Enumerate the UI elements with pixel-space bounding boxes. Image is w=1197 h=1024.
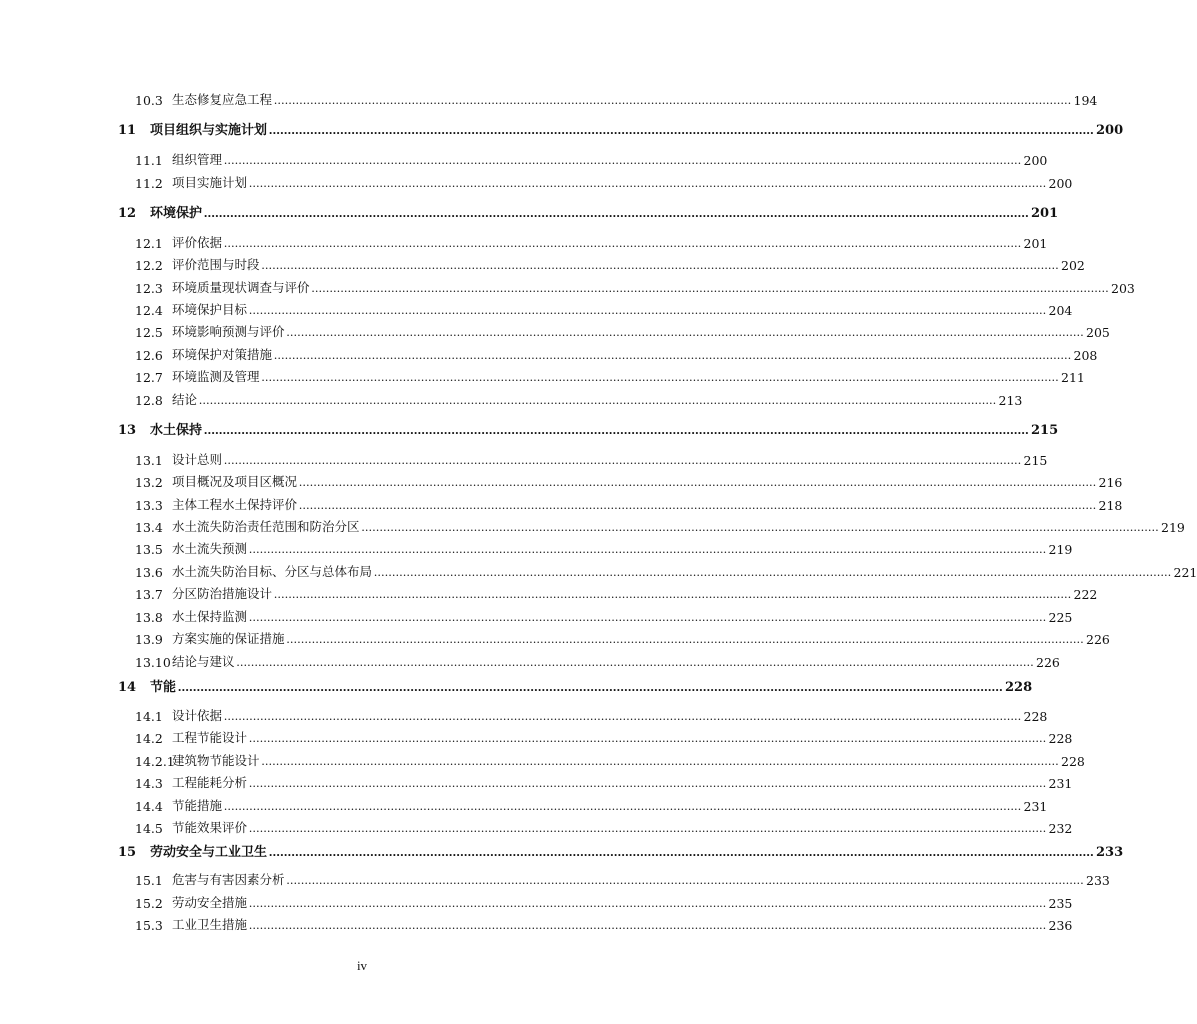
toc-dot-leader: ............................................................................................................................................................................................................................ — [249, 610, 1047, 624]
toc-entry-number: 14.5 — [135, 821, 163, 836]
toc-dot-leader: ............................................................................................................................................................................................................................ — [224, 236, 1022, 250]
toc-subsection-entry[interactable] — [135, 388, 1023, 408]
toc-entry-number: 13.10 — [135, 655, 171, 670]
toc-subsection-entry[interactable] — [135, 148, 1048, 168]
toc-entry-title: 环境保护目标 — [172, 302, 248, 317]
toc-entry-page: 226 — [1036, 655, 1060, 670]
toc-entry-title: 水土保持监测 — [172, 609, 248, 624]
toc-entry-page: 215 — [1023, 453, 1048, 468]
toc-entry-page: 228 — [1048, 731, 1073, 746]
toc-subsection-entry[interactable] — [135, 816, 1073, 836]
toc-dot-leader: ............................................................................................................................................................................................................................ — [261, 754, 1060, 768]
toc-entry-page: 201 — [1023, 236, 1048, 251]
toc-dot-leader: ............................................................................................................................................................................................................................ — [224, 153, 1022, 167]
toc-dot-leader: ............................................................................................................................................................................................................................ — [236, 655, 1035, 669]
toc-dot-leader: ............................................................................................................................................................................................................................ — [249, 918, 1047, 932]
toc-entry-title: 节能 — [150, 680, 177, 695]
toc-dot-leader: ............................................................................................................................................................................................................................ — [286, 632, 1085, 646]
toc-entry-page: 203 — [1111, 281, 1135, 296]
toc-subsection-entry[interactable] — [135, 868, 1110, 888]
toc-entry-number: 11 — [118, 123, 137, 138]
toc-dot-leader: ............................................................................................................................................................................................................................ — [374, 565, 1172, 579]
toc-entry-page: 233 — [1086, 873, 1110, 888]
toc-subsection-entry[interactable] — [135, 560, 1197, 580]
toc-entry-page: 228 — [1061, 754, 1085, 769]
toc-entry-number: 13.1 — [135, 453, 163, 468]
toc-subsection-entry[interactable] — [135, 794, 1048, 814]
toc-entry-page: 200 — [1048, 176, 1073, 191]
toc-dot-leader: ............................................................................................................................................................................................................................ — [249, 176, 1047, 190]
toc-entry-title: 设计依据 — [172, 708, 223, 723]
toc-entry-title: 项目实施计划 — [172, 175, 248, 190]
toc-entry-title: 环境保护对策措施 — [172, 347, 273, 362]
toc-entry-page: 219 — [1161, 520, 1185, 535]
toc-dot-leader: ............................................................................................................................................................................................................................ — [361, 520, 1160, 534]
toc-entry-title: 结论 — [172, 392, 198, 407]
toc-entry-number: 13.9 — [135, 632, 163, 647]
toc-subsection-entry[interactable] — [135, 515, 1185, 535]
toc-entry-page: 204 — [1048, 303, 1073, 318]
toc-dot-leader: ............................................................................................................................................................................................................................ — [261, 370, 1060, 384]
toc-subsection-entry[interactable] — [135, 913, 1073, 933]
toc-entry-title: 水土流失预测 — [172, 541, 248, 556]
toc-subsection-entry[interactable] — [135, 771, 1073, 791]
toc-entry-title: 工业卫生措施 — [172, 917, 248, 932]
toc-section-entry[interactable] — [118, 118, 1124, 138]
toc-entry-number: 10.3 — [135, 93, 163, 108]
toc-entry-title: 生态修复应急工程 — [172, 92, 273, 107]
toc-subsection-entry[interactable] — [135, 605, 1073, 625]
toc-entry-number: 12.2 — [135, 258, 163, 273]
toc-entry-page: 218 — [1098, 498, 1123, 513]
toc-entry-number: 13 — [118, 423, 137, 438]
toc-entry-title: 设计总则 — [172, 452, 223, 467]
toc-entry-page: 226 — [1086, 632, 1110, 647]
toc-entry-number: 13.5 — [135, 542, 163, 557]
toc-entry-number: 14.4 — [135, 799, 163, 814]
toc-entry-title: 水土流失防治责任范围和防治分区 — [172, 519, 360, 534]
toc-subsection-entry[interactable] — [135, 704, 1048, 724]
toc-entry-page: 222 — [1073, 587, 1098, 602]
toc-dot-leader: ............................................................................................................................................................................................................................ — [204, 205, 1030, 220]
toc-entry-title: 劳动安全与工业卫生 — [150, 845, 268, 860]
toc-entry-title: 主体工程水土保持评价 — [172, 497, 298, 512]
toc-dot-leader: ............................................................................................................................................................................................................................ — [299, 498, 1097, 512]
toc-entry-number: 11.1 — [135, 153, 163, 168]
toc-entry-number: 12.3 — [135, 281, 163, 296]
toc-section-entry[interactable] — [118, 840, 1124, 860]
toc-subsection-entry[interactable] — [135, 891, 1073, 911]
toc-dot-leader: ............................................................................................................................................................................................................................ — [249, 542, 1047, 556]
toc-entry-page: 225 — [1048, 610, 1073, 625]
toc-dot-leader: ............................................................................................................................................................................................................................ — [249, 303, 1047, 317]
toc-dot-leader: ............................................................................................................................................................................................................................ — [204, 422, 1030, 437]
toc-subsection-entry[interactable] — [135, 470, 1123, 490]
toc-entry-title: 水土保持 — [150, 423, 203, 438]
toc-entry-number: 15.3 — [135, 918, 163, 933]
toc-subsection-entry[interactable] — [135, 582, 1098, 602]
toc-entry-page: 216 — [1098, 475, 1123, 490]
toc-subsection-entry[interactable] — [135, 171, 1073, 191]
toc-entry-number: 13.8 — [135, 610, 163, 625]
toc-dot-leader: ............................................................................................................................................................................................................................ — [299, 475, 1097, 489]
toc-dot-leader: ............................................................................................................................................................................................................................ — [286, 325, 1085, 339]
toc-entry-page: 228 — [1005, 680, 1033, 695]
toc-entry-title: 组织管理 — [172, 152, 223, 167]
toc-dot-leader: ............................................................................................................................................................................................................................ — [286, 873, 1085, 887]
toc-dot-leader: ............................................................................................................................................................................................................................ — [274, 587, 1072, 601]
toc-entry-number: 13.3 — [135, 498, 163, 513]
toc-entry-title: 危害与有害因素分析 — [172, 872, 285, 887]
toc-entry-number: 15.1 — [135, 873, 163, 888]
toc-entry-page: 221 — [1173, 565, 1197, 580]
toc-entry-number: 12.5 — [135, 325, 163, 340]
toc-entry-title: 评价依据 — [172, 235, 223, 250]
toc-dot-leader: ............................................................................................................................................................................................................................ — [249, 731, 1047, 745]
toc-entry-page: 208 — [1073, 348, 1098, 363]
toc-entry-page: 231 — [1023, 799, 1048, 814]
toc-entry-number: 14.2.1 — [135, 754, 175, 769]
toc-entry-title: 节能措施 — [172, 798, 223, 813]
toc-subsection-entry[interactable] — [135, 627, 1110, 647]
toc-dot-leader: ............................................................................................................................................................................................................................ — [178, 679, 1004, 694]
toc-section-entry[interactable] — [118, 418, 1059, 438]
toc-entry-page: 232 — [1048, 821, 1073, 836]
toc-section-entry[interactable] — [118, 201, 1059, 221]
toc-entry-number: 14 — [118, 680, 137, 695]
toc-subsection-entry[interactable] — [135, 276, 1135, 296]
toc-dot-leader: ............................................................................................................................................................................................................................ — [224, 453, 1022, 467]
toc-subsection-entry[interactable] — [135, 493, 1123, 513]
toc-subsection-entry[interactable] — [135, 253, 1085, 273]
toc-entry-number: 11.2 — [135, 176, 163, 191]
toc-entry-title: 建筑物节能设计 — [172, 753, 260, 768]
toc-entry-number: 12.8 — [135, 393, 163, 408]
toc-entry-page: 200 — [1023, 153, 1048, 168]
toc-entry-number: 13.7 — [135, 587, 163, 602]
toc-entry-number: 15.2 — [135, 896, 163, 911]
toc-dot-leader: ............................................................................................................................................................................................................................ — [249, 821, 1047, 835]
toc-entry-number: 12.7 — [135, 370, 163, 385]
toc-entry-title: 分区防治措施设计 — [172, 586, 273, 601]
toc-entry-page: 200 — [1096, 123, 1124, 138]
toc-dot-leader: ............................................................................................................................................................................................................................ — [311, 281, 1110, 295]
toc-entry-title: 结论与建议 — [172, 654, 235, 669]
toc-entry-title: 评价范围与时段 — [172, 257, 260, 272]
toc-subsection-entry[interactable] — [135, 448, 1048, 468]
toc-entry-title: 方案实施的保证措施 — [172, 631, 285, 646]
toc-entry-page: 194 — [1073, 93, 1098, 108]
toc-dot-leader: ............................................................................................................................................................................................................................ — [274, 348, 1072, 362]
toc-dot-leader: ............................................................................................................................................................................................................................ — [269, 844, 1095, 859]
toc-subsection-entry[interactable] — [135, 365, 1085, 385]
toc-subsection-entry[interactable] — [135, 749, 1085, 769]
toc-entry-number: 12.1 — [135, 236, 163, 251]
toc-dot-leader: ............................................................................................................................................................................................................................ — [224, 709, 1022, 723]
toc-entry-page: 219 — [1048, 542, 1073, 557]
toc-entry-title: 水土流失防治目标、分区与总体布局 — [172, 564, 373, 579]
toc-entry-title: 项目概况及项目区概况 — [172, 474, 298, 489]
toc-entry-title: 劳动安全措施 — [172, 895, 248, 910]
toc-entry-title: 环境质量现状调查与评价 — [172, 280, 310, 295]
toc-section-entry[interactable] — [118, 675, 1033, 695]
toc-entry-number: 14.1 — [135, 709, 163, 724]
toc-subsection-entry[interactable] — [135, 320, 1110, 340]
toc-entry-page: 231 — [1048, 776, 1073, 791]
toc-entry-title: 环境保护 — [150, 206, 203, 221]
toc-entry-page: 236 — [1048, 918, 1073, 933]
toc-entry-title: 环境影响预测与评价 — [172, 324, 285, 339]
toc-subsection-entry[interactable] — [135, 537, 1073, 557]
toc-dot-leader: ............................................................................................................................................................................................................................ — [269, 122, 1095, 137]
toc-entry-page: 235 — [1048, 896, 1073, 911]
toc-entry-page: 233 — [1096, 845, 1124, 860]
toc-entry-page: 211 — [1061, 370, 1085, 385]
toc-subsection-entry[interactable] — [135, 88, 1098, 108]
toc-entry-number: 12.4 — [135, 303, 163, 318]
toc-dot-leader: ............................................................................................................................................................................................................................ — [249, 776, 1047, 790]
toc-subsection-entry[interactable] — [135, 298, 1073, 318]
toc-entry-page: 202 — [1061, 258, 1085, 273]
toc-entry-title: 节能效果评价 — [172, 820, 248, 835]
toc-entry-number: 12 — [118, 206, 137, 221]
toc-entry-page: 228 — [1023, 709, 1048, 724]
toc-dot-leader: ............................................................................................................................................................................................................................ — [249, 896, 1047, 910]
toc-entry-title: 环境监测及管理 — [172, 369, 260, 384]
toc-entry-number: 12.6 — [135, 348, 163, 363]
toc-entry-title: 项目组织与实施计划 — [150, 123, 268, 138]
toc-subsection-entry[interactable] — [135, 343, 1098, 363]
toc-entry-number: 14.3 — [135, 776, 163, 791]
toc-entry-number: 14.2 — [135, 731, 163, 746]
toc-dot-leader: ............................................................................................................................................................................................................................ — [224, 799, 1022, 813]
toc-dot-leader: ............................................................................................................................................................................................................................ — [261, 258, 1060, 272]
toc-entry-number: 13.4 — [135, 520, 163, 535]
toc-entry-page: 205 — [1086, 325, 1110, 340]
toc-entry-number: 13.6 — [135, 565, 163, 580]
toc-entry-title: 工程节能设计 — [172, 730, 248, 745]
toc-entry-page: 215 — [1031, 423, 1059, 438]
toc-dot-leader: ............................................................................................................................................................................................................................ — [274, 93, 1072, 107]
toc-entry-title: 工程能耗分析 — [172, 775, 248, 790]
toc-subsection-entry[interactable] — [135, 650, 1060, 670]
toc-entry-page: 213 — [998, 393, 1023, 408]
toc-entry-number: 13.2 — [135, 475, 163, 490]
toc-subsection-entry[interactable] — [135, 231, 1048, 251]
toc-subsection-entry[interactable] — [135, 726, 1073, 746]
page-number: iv — [356, 958, 368, 973]
toc-entry-page: 201 — [1031, 206, 1059, 221]
toc-entry-number: 15 — [118, 845, 137, 860]
toc-dot-leader: ............................................................................................................................................................................................................................ — [199, 393, 997, 407]
